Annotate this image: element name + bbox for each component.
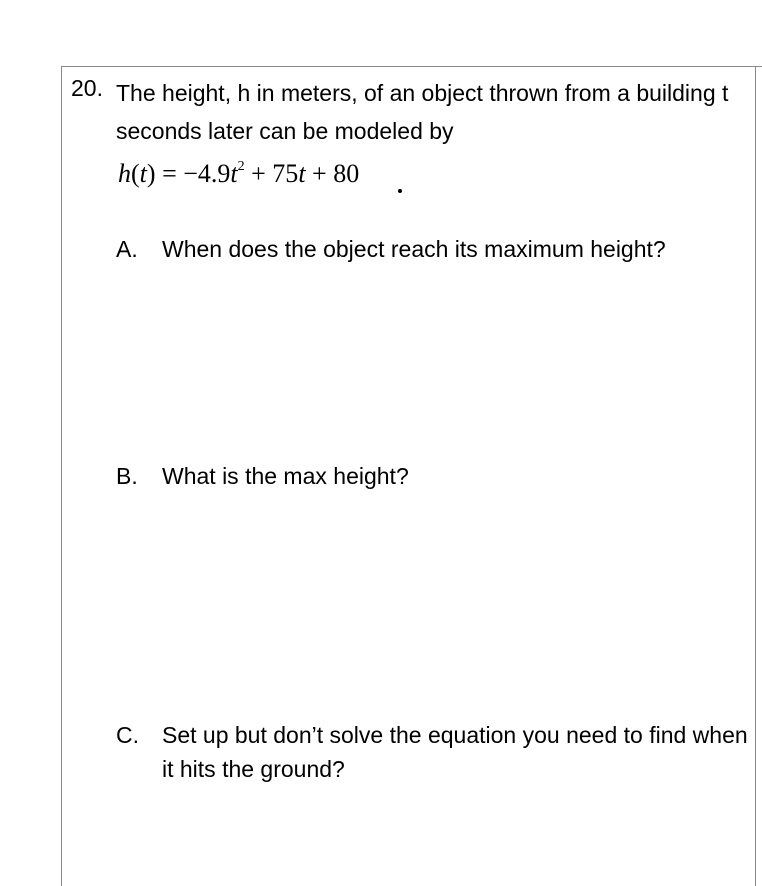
part-b-label: B.	[116, 463, 138, 489]
formula-linear-coefficient: + 75	[244, 159, 299, 188]
part-b-text: What is the max height?	[162, 463, 409, 489]
question-number: 20.	[71, 75, 103, 101]
part-c-text: Set up but don’t solve the equation you need to find when it hits the ground?	[162, 722, 748, 782]
formula-equals-coefficient: = −4.9	[155, 159, 231, 188]
formula-constant: + 80	[305, 159, 360, 188]
part-a-text: When does the object reach its maximum height?	[162, 236, 666, 262]
part-a-label: A.	[116, 236, 138, 262]
formula-exponent: 2	[237, 159, 245, 174]
part-c-label: C.	[116, 722, 139, 748]
formula-t-squared: t	[230, 159, 238, 188]
height-formula: $h(t) = -4.9t^2 + 75t + 80$	[118, 159, 360, 188]
question-text: The height, h in meters, of an object thrown from a building t seconds later can be modeled by	[116, 80, 729, 144]
formula-variable: t	[139, 159, 147, 188]
formula-t-linear: t	[298, 159, 306, 188]
formula-function: h	[118, 159, 131, 188]
formula-period	[398, 189, 402, 193]
